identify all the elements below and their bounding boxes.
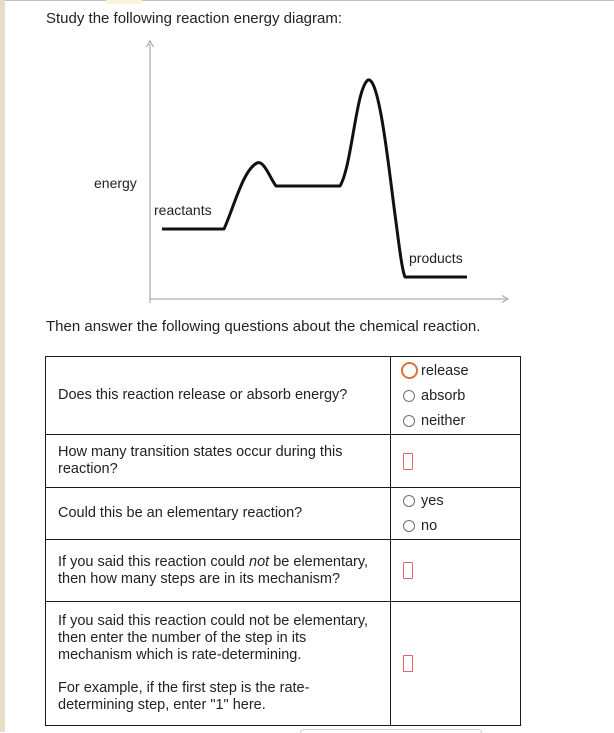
question-rate-determining: If you said this reaction could not be elementary, then enter the number of the step in its mechanism which is rate-determining. For example, if the first step is the rate-determining step, enter "1" here.	[46, 602, 391, 726]
rate-determining-example: For example, if the first step is the rate-determining step, enter "1" here.	[58, 680, 310, 713]
option-release[interactable]: release	[403, 358, 508, 383]
option-absorb[interactable]: absorb	[403, 383, 508, 408]
question-row-release-absorb	[46, 357, 521, 435]
rate-determining-input[interactable]	[403, 655, 413, 672]
reactants-label: reactants	[154, 202, 212, 218]
question-row-rate-determining	[46, 602, 521, 726]
answer-transition-states	[391, 435, 521, 488]
question-steps: If you said this reaction could not be elementary, then how many steps are in its mechanism?	[46, 540, 391, 602]
question-elementary: Could this be an elementary reaction?	[46, 488, 391, 540]
energy-axis-label: energy	[94, 175, 137, 191]
radio-yes[interactable]	[403, 495, 415, 507]
questions-table	[45, 356, 521, 726]
answer-release-absorb	[391, 357, 521, 435]
question-release-absorb: Does this reaction release or absorb energy?	[46, 357, 391, 435]
answer-elementary	[391, 488, 521, 540]
products-label: products	[409, 250, 463, 266]
question-transition-states: How many transition states occur during this reaction?	[46, 435, 391, 488]
question-row-steps	[46, 540, 521, 602]
option-no[interactable]: no	[403, 514, 508, 539]
question-row-elementary	[46, 488, 521, 540]
radio-no[interactable]	[403, 520, 415, 532]
reaction-energy-curve	[162, 80, 467, 277]
option-neither[interactable]: neither	[403, 408, 508, 433]
radio-release[interactable]	[401, 362, 418, 379]
radio-neither[interactable]	[403, 415, 415, 427]
bottom-panel-edge	[300, 729, 482, 733]
answer-rate-determining	[391, 602, 521, 726]
transition-states-input[interactable]	[403, 453, 413, 470]
option-yes[interactable]: yes	[403, 489, 508, 514]
radio-absorb[interactable]	[403, 390, 415, 402]
followup-text: Then answer the following questions about the chemical reaction.	[46, 318, 481, 335]
answer-steps	[391, 540, 521, 602]
intro-text: Study the following reaction energy diagram:	[46, 10, 343, 27]
steps-input[interactable]	[403, 562, 413, 579]
energy-diagram	[0, 0, 614, 320]
question-row-transition-states	[46, 435, 521, 488]
